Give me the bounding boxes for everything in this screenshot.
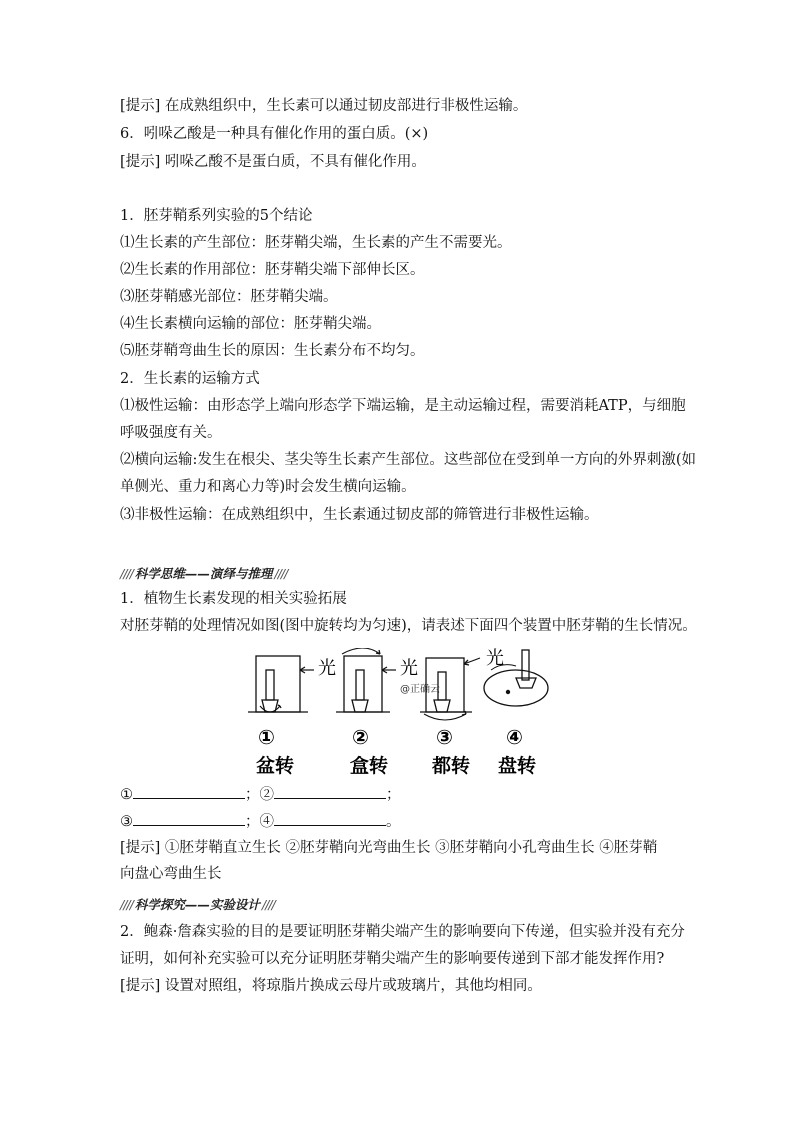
hint-line-cont: 向盘心弯曲生长 <box>120 866 222 882</box>
setup-1-number: ① <box>258 725 275 749</box>
transport-item: 单侧光、重力和离心力等)时会发生横向运输。 <box>120 479 416 495</box>
conclusion-item: ⑷生长素横向运输的部位：胚芽鞘尖端。 <box>120 316 381 332</box>
blank-label-3: ③ <box>120 814 133 830</box>
section-title: 科学思维——演绎与推理 <box>134 566 273 581</box>
question-2-cont: 证明，如何补充实验可以充分证明胚芽鞘尖端产生的影响要传递到下部才能发挥作用? <box>120 951 665 967</box>
answer-blank-2[interactable] <box>274 784 386 799</box>
experiment-prompt: 对胚芽鞘的处理情况如图(图中旋转均为匀速)，请表述下面四个装置中胚芽鞘的生长情况。 <box>120 618 697 634</box>
conclusion-item: ⑵生长素的作用部位：胚芽鞘尖端下部伸长区。 <box>120 262 425 278</box>
hint-line: [提示] 在成熟组织中，生长素可以通过韧皮部进行非极性运输。 <box>120 98 528 114</box>
setup-4-number: ④ <box>506 725 523 749</box>
section-heading-inquiry <box>120 895 275 913</box>
watermark: @正确云 <box>400 684 440 695</box>
section-slashes: //// <box>261 897 275 912</box>
conclusion-item: ⑶胚芽鞘感光部位：胚芽鞘尖端。 <box>120 289 338 305</box>
turntable-center-dot <box>506 690 510 694</box>
setup-1-drawing <box>248 656 314 712</box>
light-label-3: 光 <box>486 648 504 669</box>
blank-label-1: ① <box>120 787 133 803</box>
setup-2-number: ② <box>352 725 369 749</box>
light-label-2: 光 <box>400 658 418 679</box>
question-6: 6．吲哚乙酸是一种具有催化作用的蛋白质。(×) <box>120 126 429 142</box>
experiment-heading: 1．植物生长素发现的相关实验拓展 <box>120 591 347 607</box>
blank-label-4: ；④ <box>245 814 274 830</box>
conclusion-item: ⑸胚芽鞘弯曲生长的原因：生长素分布不均匀。 <box>120 343 425 359</box>
section-slashes: //// <box>274 566 288 581</box>
conclusion-item: ⑴生长素的产生部位：胚芽鞘尖端，生长素的产生不需要光。 <box>120 235 512 251</box>
setup-2-drawing <box>336 648 396 712</box>
light-label-1: 光 <box>318 658 336 679</box>
heading-conclusions: 1．胚芽鞘系列实验的5个结论 <box>120 208 313 224</box>
hint-line: [提示] ①胚芽鞘直立生长 ②胚芽鞘向光弯曲生长 ③胚芽鞘向小孔弯曲生长 ④胚芽鞘 <box>120 840 658 856</box>
setup-1-label: 盆转 <box>256 755 295 777</box>
blank-separator: ； <box>386 787 401 803</box>
section-slashes: //// <box>120 897 133 912</box>
section-title: 科学探究——实验设计 <box>134 897 260 912</box>
transport-item: 呼吸强度有关。 <box>120 425 222 441</box>
section-slashes: //// <box>120 566 133 581</box>
answer-blank-1[interactable] <box>133 784 245 799</box>
section-heading-thinking <box>120 564 287 582</box>
answer-blanks-row-1 <box>120 784 680 805</box>
answer-blank-3[interactable] <box>133 811 245 826</box>
hint-line: [提示] 吲哚乙酸不是蛋白质，不具有催化作用。 <box>120 154 426 170</box>
setup-4-label: 盘转 <box>498 755 537 777</box>
setup-3-label: 都转 <box>432 755 471 777</box>
transport-item: ⑴极性运输：由形态学上端向形态学下端运输，是主动运输过程，需要消耗ATP，与细胞 <box>120 398 686 414</box>
setup-3-number: ③ <box>436 725 453 749</box>
transport-item: ⑵横向运输:发生在根尖、茎尖等生长素产生部位。这些部位在受到单一方向的外界刺激(如 <box>120 452 697 468</box>
coleoptile-diagram <box>240 648 550 778</box>
hint-line: [提示] 设置对照组，将琼脂片换成云母片或玻璃片，其他均相同。 <box>120 978 542 994</box>
heading-transport: 2．生长素的运输方式 <box>120 371 260 387</box>
coleoptile-figure <box>240 648 550 778</box>
blank-label-2: ；② <box>245 787 274 803</box>
question-2: 2．鲍森·詹森实验的目的是要证明胚芽鞘尖端产生的影响要向下传递，但实验并没有充分 <box>120 924 685 940</box>
transport-item: ⑶非极性运输：在成熟组织中，生长素通过韧皮部的筛管进行非极性运输。 <box>120 507 599 523</box>
setup-2-label: 盒转 <box>350 755 389 777</box>
blank-period: 。 <box>386 814 401 830</box>
answer-blank-4[interactable] <box>274 811 386 826</box>
answer-blanks-row-2 <box>120 811 680 832</box>
